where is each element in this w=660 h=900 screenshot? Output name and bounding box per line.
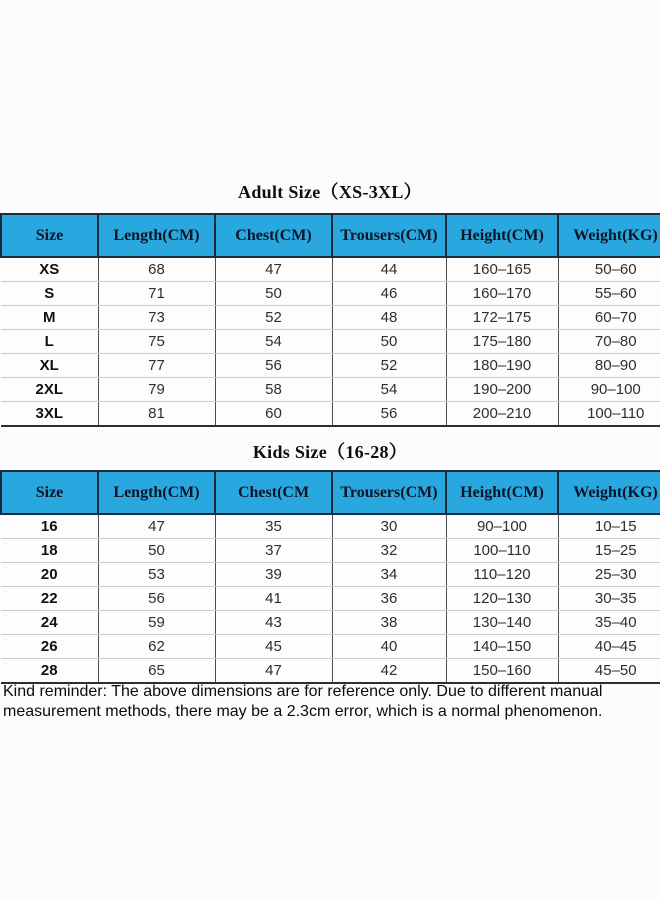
kind-reminder-text: Kind reminder: The above dimensions are for reference only. Due to different manual measurement methods, there may be a 2.3cm error, which is a normal phenomenon. bbox=[3, 683, 603, 720]
table-row bbox=[1, 354, 660, 378]
value-cell: 150–160 bbox=[446, 659, 558, 684]
value-cell: 160–165 bbox=[446, 257, 558, 282]
value-cell: 65 bbox=[98, 659, 215, 684]
value-cell: 32 bbox=[332, 539, 446, 563]
value-cell: 47 bbox=[215, 659, 332, 684]
value-cell: 41 bbox=[215, 587, 332, 611]
value-cell: 15–25 bbox=[558, 539, 660, 563]
value-cell: 50 bbox=[215, 282, 332, 306]
value-cell: 38 bbox=[332, 611, 446, 635]
value-cell: 37 bbox=[215, 539, 332, 563]
kids-size-table bbox=[0, 470, 660, 684]
table-row bbox=[1, 257, 660, 282]
size-cell: XS bbox=[1, 257, 98, 282]
table-row bbox=[1, 587, 660, 611]
value-cell: 120–130 bbox=[446, 587, 558, 611]
value-cell: 56 bbox=[332, 402, 446, 427]
value-cell: 175–180 bbox=[446, 330, 558, 354]
column-header: Chest(CM bbox=[215, 471, 332, 514]
size-cell: 20 bbox=[1, 563, 98, 587]
column-header: Length(CM) bbox=[98, 471, 215, 514]
size-cell: XL bbox=[1, 354, 98, 378]
column-header: Size bbox=[1, 214, 98, 257]
value-cell: 44 bbox=[332, 257, 446, 282]
value-cell: 130–140 bbox=[446, 611, 558, 635]
value-cell: 47 bbox=[215, 257, 332, 282]
value-cell: 68 bbox=[98, 257, 215, 282]
header-row bbox=[1, 471, 660, 514]
value-cell: 60–70 bbox=[558, 306, 660, 330]
value-cell: 53 bbox=[98, 563, 215, 587]
table-row bbox=[1, 378, 660, 402]
column-header: Size bbox=[1, 471, 98, 514]
value-cell: 45 bbox=[215, 635, 332, 659]
value-cell: 56 bbox=[98, 587, 215, 611]
column-header: Trousers(CM) bbox=[332, 214, 446, 257]
value-cell: 36 bbox=[332, 587, 446, 611]
value-cell: 180–190 bbox=[446, 354, 558, 378]
table-row bbox=[1, 282, 660, 306]
size-cell: 2XL bbox=[1, 378, 98, 402]
value-cell: 50–60 bbox=[558, 257, 660, 282]
value-cell: 172–175 bbox=[446, 306, 558, 330]
value-cell: 34 bbox=[332, 563, 446, 587]
value-cell: 90–100 bbox=[558, 378, 660, 402]
column-header: Length(CM) bbox=[98, 214, 215, 257]
kids-size-title: Kids Size（16-28） bbox=[252, 442, 408, 462]
value-cell: 52 bbox=[332, 354, 446, 378]
value-cell: 190–200 bbox=[446, 378, 558, 402]
value-cell: 73 bbox=[98, 306, 215, 330]
value-cell: 30 bbox=[332, 514, 446, 539]
value-cell: 60 bbox=[215, 402, 332, 427]
size-cell: S bbox=[1, 282, 98, 306]
adult-size-title: Adult Size（XS-3XL） bbox=[238, 182, 422, 202]
adult-size-table bbox=[0, 213, 660, 427]
value-cell: 10–15 bbox=[558, 514, 660, 539]
value-cell: 90–100 bbox=[446, 514, 558, 539]
size-cell: M bbox=[1, 306, 98, 330]
value-cell: 160–170 bbox=[446, 282, 558, 306]
table-row bbox=[1, 611, 660, 635]
value-cell: 110–120 bbox=[446, 563, 558, 587]
size-cell: 22 bbox=[1, 587, 98, 611]
column-header: Trousers(CM) bbox=[332, 471, 446, 514]
value-cell: 39 bbox=[215, 563, 332, 587]
value-cell: 56 bbox=[215, 354, 332, 378]
table-row bbox=[1, 539, 660, 563]
value-cell: 81 bbox=[98, 402, 215, 427]
column-header: Height(CM) bbox=[446, 471, 558, 514]
value-cell: 71 bbox=[98, 282, 215, 306]
size-cell: 24 bbox=[1, 611, 98, 635]
value-cell: 75 bbox=[98, 330, 215, 354]
value-cell: 59 bbox=[98, 611, 215, 635]
size-cell: 18 bbox=[1, 539, 98, 563]
value-cell: 79 bbox=[98, 378, 215, 402]
value-cell: 48 bbox=[332, 306, 446, 330]
value-cell: 47 bbox=[98, 514, 215, 539]
value-cell: 35–40 bbox=[558, 611, 660, 635]
value-cell: 80–90 bbox=[558, 354, 660, 378]
value-cell: 46 bbox=[332, 282, 446, 306]
value-cell: 100–110 bbox=[558, 402, 660, 427]
table-row bbox=[1, 514, 660, 539]
value-cell: 52 bbox=[215, 306, 332, 330]
value-cell: 40–45 bbox=[558, 635, 660, 659]
size-cell: 16 bbox=[1, 514, 98, 539]
column-header: Height(CM) bbox=[446, 214, 558, 257]
size-cell: 3XL bbox=[1, 402, 98, 427]
value-cell: 35 bbox=[215, 514, 332, 539]
value-cell: 50 bbox=[98, 539, 215, 563]
value-cell: 200–210 bbox=[446, 402, 558, 427]
column-header: Weight(KG) bbox=[558, 214, 660, 257]
value-cell: 100–110 bbox=[446, 539, 558, 563]
value-cell: 42 bbox=[332, 659, 446, 684]
value-cell: 58 bbox=[215, 378, 332, 402]
value-cell: 62 bbox=[98, 635, 215, 659]
table-row bbox=[1, 635, 660, 659]
value-cell: 30–35 bbox=[558, 587, 660, 611]
header-row bbox=[1, 214, 660, 257]
column-header: Weight(KG) bbox=[558, 471, 660, 514]
value-cell: 70–80 bbox=[558, 330, 660, 354]
size-cell: L bbox=[1, 330, 98, 354]
value-cell: 77 bbox=[98, 354, 215, 378]
value-cell: 54 bbox=[215, 330, 332, 354]
value-cell: 140–150 bbox=[446, 635, 558, 659]
size-cell: 26 bbox=[1, 635, 98, 659]
value-cell: 45–50 bbox=[558, 659, 660, 684]
value-cell: 55–60 bbox=[558, 282, 660, 306]
table-row bbox=[1, 563, 660, 587]
size-cell: 28 bbox=[1, 659, 98, 684]
table-row bbox=[1, 402, 660, 427]
table-row bbox=[1, 659, 660, 684]
value-cell: 25–30 bbox=[558, 563, 660, 587]
column-header: Chest(CM) bbox=[215, 214, 332, 257]
table-row bbox=[1, 306, 660, 330]
value-cell: 50 bbox=[332, 330, 446, 354]
value-cell: 40 bbox=[332, 635, 446, 659]
table-row bbox=[1, 330, 660, 354]
value-cell: 54 bbox=[332, 378, 446, 402]
value-cell: 43 bbox=[215, 611, 332, 635]
